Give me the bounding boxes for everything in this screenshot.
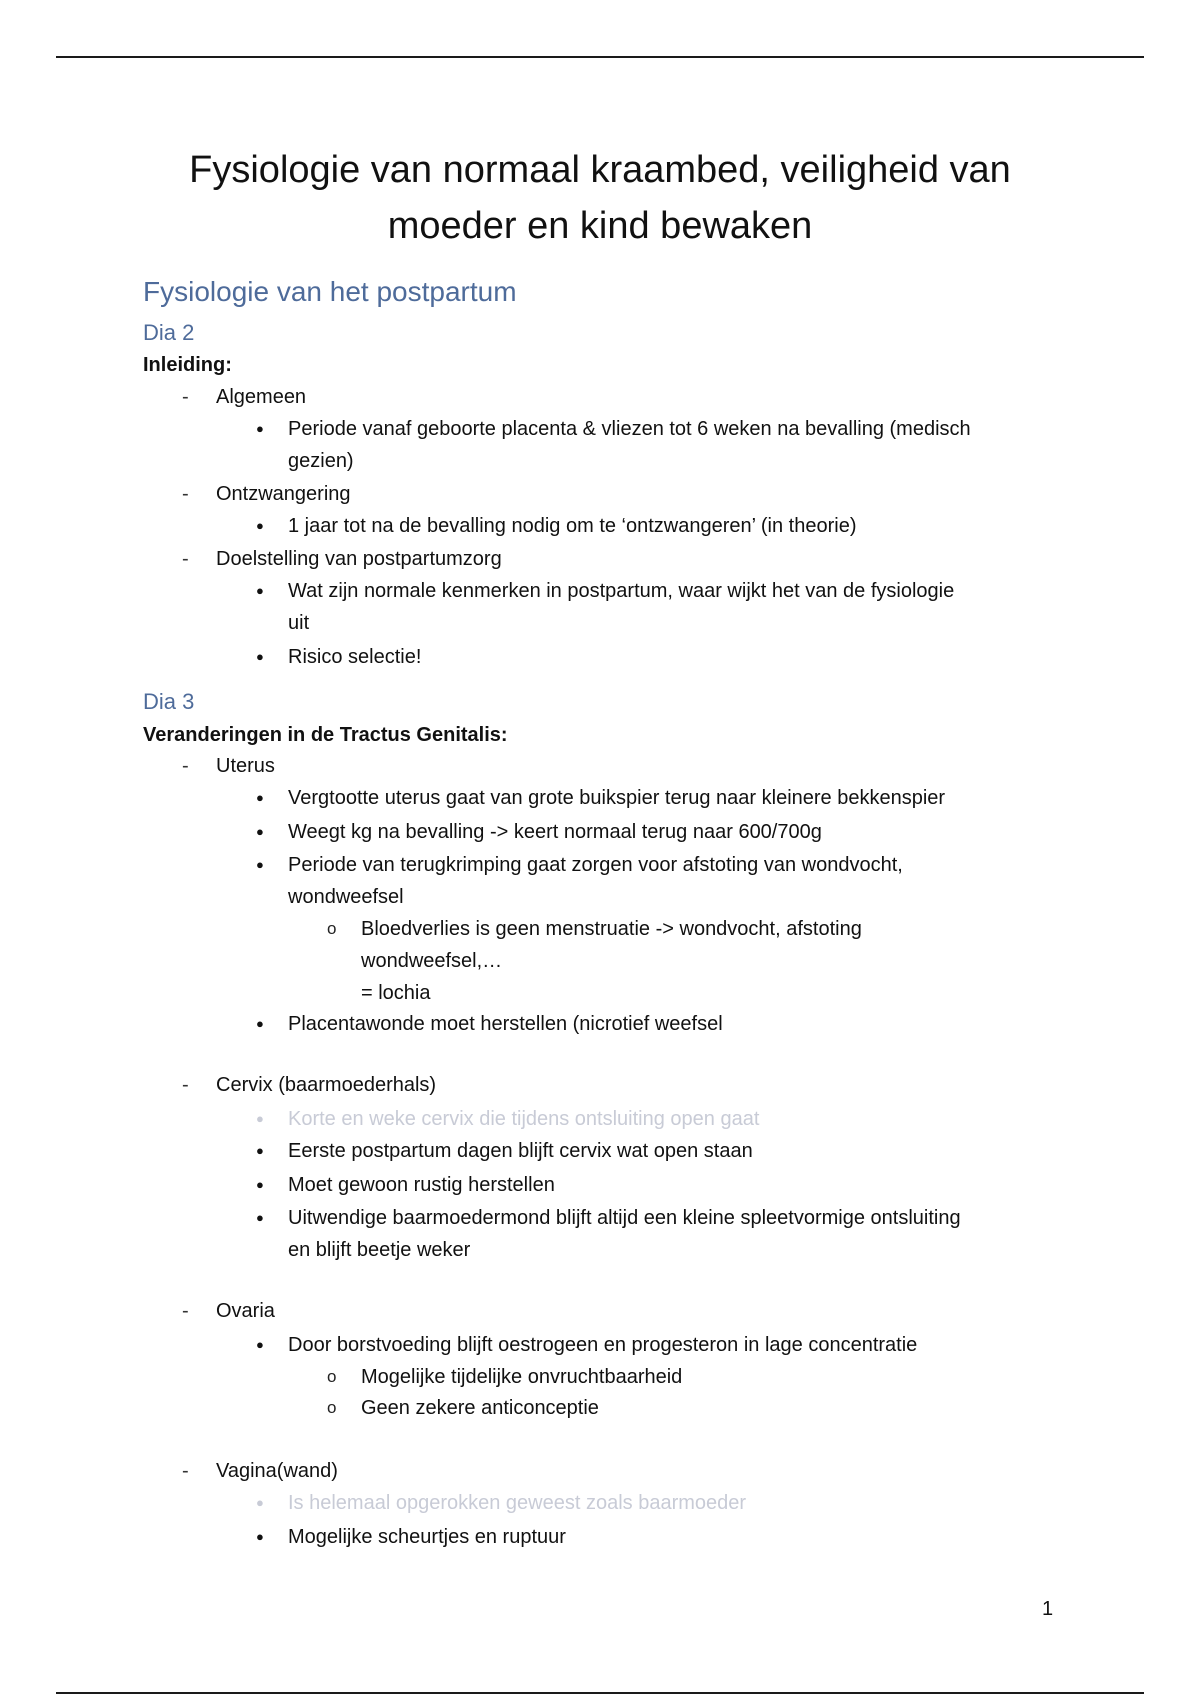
list-item-cervix: - Cervix (baarmoederhals) bbox=[216, 1069, 436, 1101]
section-heading: Fysiologie van het postpartum bbox=[143, 276, 517, 307]
dia-2-heading: Dia 2 bbox=[143, 320, 195, 345]
list-item-ovaria: - Ovaria bbox=[216, 1295, 275, 1327]
bullet-vagina-1: ● Is helemaal opgerokken geweest zoals baarmoeder bbox=[288, 1487, 1068, 1519]
sub-bullet-uterus-1-cont2: = lochia bbox=[361, 982, 431, 1004]
top-rule bbox=[56, 56, 1144, 58]
bullet-uterus-4: ● Placentawonde moet herstellen (nicrotief weefsel bbox=[288, 1008, 1068, 1040]
list-item-algemeen: - Algemeen bbox=[216, 381, 306, 413]
bullet-cervix-2: ● Eerste postpartum dagen blijft cervix wat open staan bbox=[288, 1135, 1068, 1167]
list-item-ontzwangering: - Ontzwangering bbox=[216, 478, 351, 510]
bullet-algemeen-1: ● Periode vanaf geboorte placenta & vliezen tot 6 weken na bevalling (medisch bbox=[288, 413, 1068, 445]
sub-bullet-uterus-1: o Bloedverlies is geen menstruatie -> wondvocht, afstoting bbox=[361, 913, 1061, 945]
bullet-ovaria-1: ● Door borstvoeding blijft oestrogeen en progesteron in lage concentratie bbox=[288, 1329, 1068, 1361]
bullet-cervix-1: ● Korte en weke cervix die tijdens ontsluiting open gaat bbox=[288, 1103, 1068, 1135]
bullet-algemeen-1-cont: gezien) bbox=[288, 450, 354, 472]
bullet-doelstelling-2: ● Risico selectie! bbox=[288, 641, 1068, 673]
bullet-uterus-3-cont: wondweefsel bbox=[288, 886, 404, 908]
title-line-2: moeder en kind bewaken bbox=[387, 205, 813, 247]
bullet-uterus-1: ● Vergtootte uterus gaat van grote buikspier terug naar kleinere bekkenspier bbox=[288, 782, 1068, 814]
bullet-cervix-4-cont: en blijft beetje weker bbox=[288, 1239, 471, 1261]
veranderingen-heading: Veranderingen in de Tractus Genitalis: bbox=[143, 724, 508, 746]
bullet-cervix-4: ● Uitwendige baarmoedermond blijft altijd een kleine spleetvormige ontsluiting bbox=[288, 1202, 1068, 1234]
bullet-doelstelling-1: ● Wat zijn normale kenmerken in postpartum, waar wijkt het van de fysiologie bbox=[288, 575, 1068, 607]
inleiding-heading: Inleiding: bbox=[143, 354, 232, 376]
sub-bullet-ovaria-2: o Geen zekere anticonceptie bbox=[361, 1392, 1061, 1424]
bullet-uterus-2: ● Weegt kg na bevalling -> keert normaal terug naar 600/700g bbox=[288, 816, 1068, 848]
bullet-doelstelling-1-cont: uit bbox=[288, 612, 310, 634]
bullet-cervix-3: ● Moet gewoon rustig herstellen bbox=[288, 1169, 1068, 1201]
document-title bbox=[120, 142, 1080, 254]
title-line-1: Fysiologie van normaal kraambed, veiligheid van bbox=[189, 149, 1011, 191]
bottom-rule bbox=[56, 1692, 1144, 1694]
bullet-vagina-2: ● Mogelijke scheurtjes en ruptuur bbox=[288, 1521, 1068, 1553]
bullet-uterus-3: ● Periode van terugkrimping gaat zorgen voor afstoting van wondvocht, bbox=[288, 849, 1068, 881]
dia-3-heading: Dia 3 bbox=[143, 689, 195, 714]
sub-bullet-uterus-1-cont: wondweefsel,… bbox=[361, 950, 503, 972]
page-number: 1 bbox=[1042, 1598, 1054, 1620]
list-item-uterus: - Uterus bbox=[216, 750, 275, 782]
list-item-vagina: - Vagina(wand) bbox=[216, 1455, 338, 1487]
bullet-ontzwangering-1: ● 1 jaar tot na de bevalling nodig om te ‘ontzwangeren’ (in theorie) bbox=[288, 510, 1068, 542]
list-item-doelstelling: - Doelstelling van postpartumzorg bbox=[216, 543, 502, 575]
sub-bullet-ovaria-1: o Mogelijke tijdelijke onvruchtbaarheid bbox=[361, 1361, 1061, 1393]
